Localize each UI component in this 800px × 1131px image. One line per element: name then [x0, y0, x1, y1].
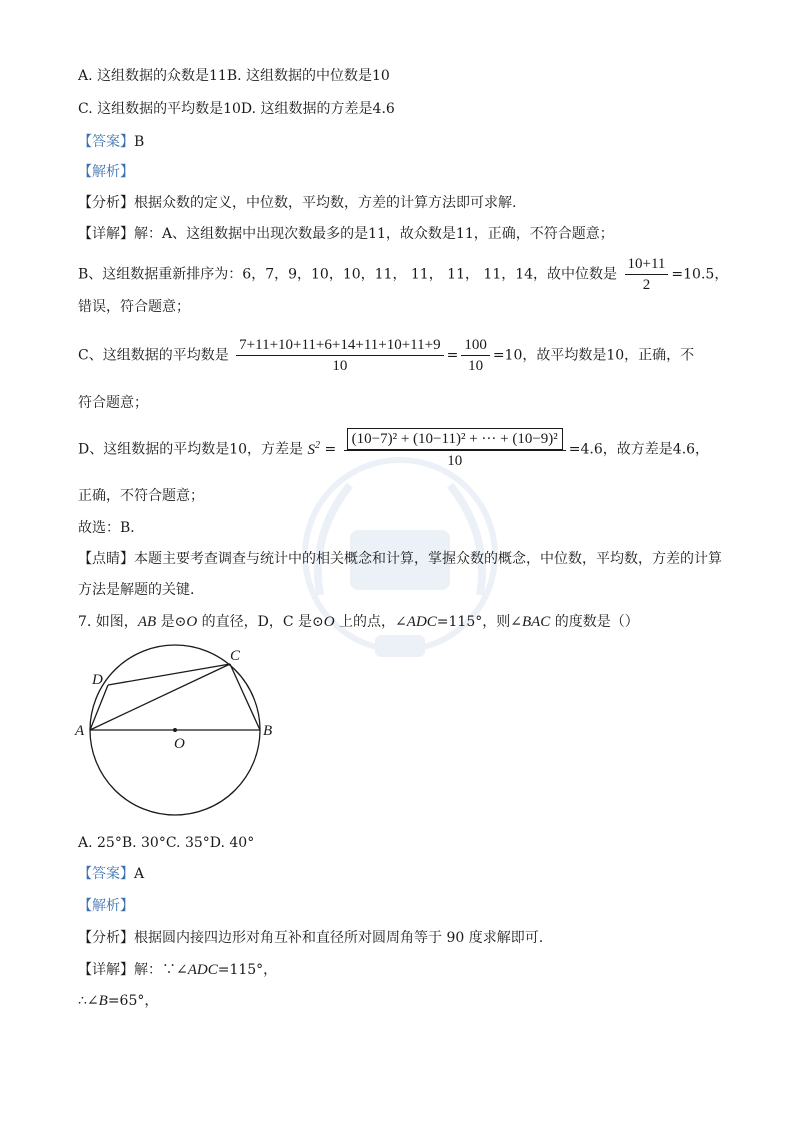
- q6-detail-c: [78, 335, 694, 376]
- q6-d-line2: 正确，不符合题意；: [78, 488, 204, 504]
- q6-d-post: =4.6，故方差是4.6，: [568, 441, 710, 458]
- fraction-denominator: 2: [642, 277, 651, 293]
- circle-geometry-figure: [70, 640, 290, 830]
- q6-analysis-tag: [78, 162, 134, 182]
- q6-d-fraction: [344, 428, 566, 471]
- q6-c-fraction-2: [461, 335, 490, 376]
- q7-answer: A: [134, 866, 145, 882]
- fraction-denominator: 10: [468, 358, 484, 374]
- analysis-tag: 【解析】: [78, 164, 134, 180]
- q6-fenxi: [78, 193, 516, 213]
- q6-dianjing-line2: 方法是解题的关键.: [78, 582, 195, 598]
- fraction-numerator: (10−7)² + (10−11)² + ··· + (10−9)²: [347, 428, 563, 450]
- variance-symbol: $S^2$: [307, 439, 320, 458]
- q6-answer-row: [78, 132, 144, 152]
- analysis-tag: 【解析】: [78, 898, 134, 914]
- q7-step2: ∴∠B=65°，: [78, 993, 159, 1009]
- chord-cb: [230, 664, 260, 730]
- label-a: A: [75, 723, 85, 739]
- q7-analysis-tag: [78, 896, 134, 916]
- label-o: O: [174, 736, 185, 752]
- label-d: D: [92, 672, 103, 688]
- label-c: C: [230, 648, 241, 664]
- fraction-numerator: 100: [461, 335, 490, 356]
- q6-d-pre: D、这组数据的平均数是10，方差是: [78, 441, 304, 458]
- q7-options: A. 25°B. 30°C. 35°D. 40°: [78, 835, 255, 851]
- xiangjie-tag: 【详解】: [78, 962, 134, 978]
- fraction-denominator: 10: [332, 358, 348, 374]
- fraction-numerator: 10+11: [625, 254, 669, 275]
- q6-c-post: =10，故平均数是10，正确，不: [492, 347, 695, 364]
- fraction-denominator: 10: [447, 453, 463, 469]
- q6-b-line2: 错误，符合题意；: [78, 299, 190, 315]
- fraction-numerator: 7+11+10+11+6+14+11+10+11+9: [236, 335, 443, 356]
- q6-b-post: =10.5，: [671, 266, 729, 283]
- answer-tag: 【答案】: [78, 134, 134, 150]
- label-b: B: [263, 723, 273, 739]
- chord-dc: [108, 664, 230, 685]
- q6-c-fraction-1: [236, 335, 443, 376]
- q6-detail-a: [78, 224, 614, 244]
- q6-detail-b: [78, 254, 728, 295]
- q6-answer: B: [134, 134, 145, 150]
- dianjing-tag: 【点睛】: [78, 551, 134, 567]
- q7-step1: 【详解】解：∵∠ADC=115°，: [78, 962, 278, 978]
- q6-detail-d: D、这组数据的平均数是10，方差是 $S^2$ = $\frac{\text{(10−7)² + (10−11)² + ··· + (10−9)²}}{10}$ =4.6，故方差是4.6，: [78, 428, 709, 471]
- q6-a-line: 解：A、这组数据中出现次数最多的是11，故众数是11，正确，不符合题意；: [134, 226, 614, 242]
- q6-b-pre: B、这组数据重新排序为：6，7，9，10，10，11， 11， 11， 11，14，故中位数是: [78, 266, 618, 283]
- q6-dianjing-text: 本题主要考查调查与统计中的相关概念和计算，掌握众数的概念，中位数，平均数，方差的计算: [134, 551, 722, 567]
- xiangjie-tag: 【详解】: [78, 226, 134, 242]
- q7-fenxi-text: 根据圆内接四边形对角互补和直径所对圆周角等于 90 度求解即可.: [134, 930, 544, 946]
- q6-options-ab: A. 这组数据的众数是11B. 这组数据的中位数是10: [78, 68, 390, 84]
- q6-options-cd: C. 这组数据的平均数是10D. 这组数据的方差是4.6: [78, 101, 395, 117]
- q7-fenxi: [78, 928, 543, 948]
- fenxi-tag: 【分析】: [78, 195, 134, 211]
- answer-tag: 【答案】: [78, 866, 134, 882]
- q6-c-line2: 符合题意；: [78, 395, 148, 411]
- equals-sign: =: [446, 347, 459, 364]
- q6-fenxi-text: 根据众数的定义，中位数，平均数，方差的计算方法即可求解.: [134, 195, 517, 211]
- q7-answer-row: [78, 864, 144, 884]
- center-point: [173, 728, 177, 732]
- q6-dianjing: [78, 549, 722, 569]
- fenxi-tag: 【分析】: [78, 930, 134, 946]
- q7-stem: 7. 如图，AB 是⊙O 的直径，D，C 是⊙O 上的点，∠ADC=115°，则∠BAC 的度数是（）: [78, 614, 639, 630]
- q6-c-pre: C、这组数据的平均数是: [78, 347, 229, 364]
- q6-select: 故选：B．: [78, 520, 145, 536]
- q6-b-fraction: [625, 254, 669, 295]
